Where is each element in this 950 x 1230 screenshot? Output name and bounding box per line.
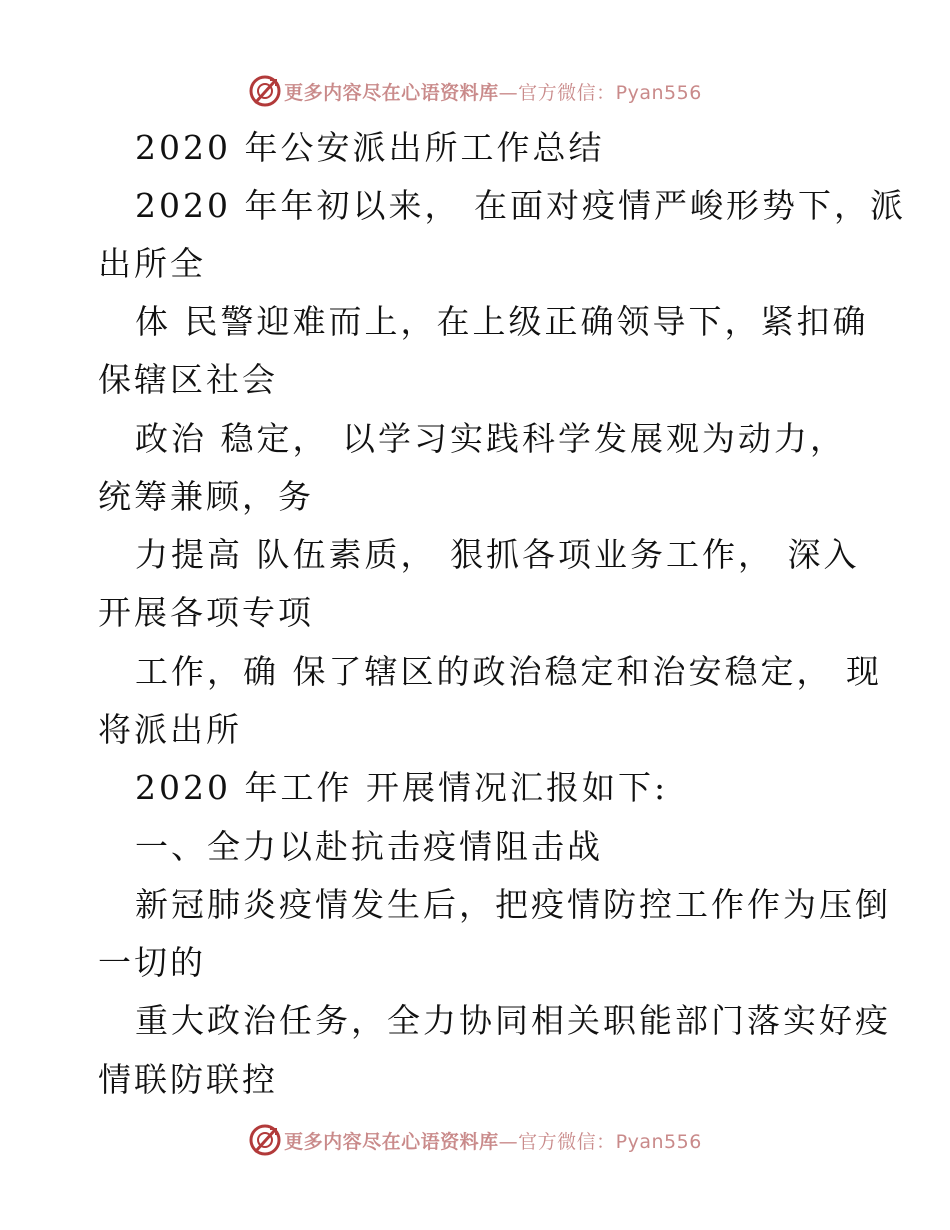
watermark-sub-text: —官方微信：Pyan556 (498, 1130, 702, 1153)
paragraph-line: 将派出所 (98, 710, 242, 749)
paragraph-line: 开展各项专项 (98, 593, 314, 632)
logo-icon (248, 1123, 282, 1157)
footer-watermark (0, 1120, 950, 1160)
paragraph-line: 出所全 (98, 244, 206, 283)
watermark-main-text: 更多内容尽在心语资料库 (284, 81, 499, 104)
paragraph-line: 政治 稳定， 以学习实践科学发展观为动力， (135, 419, 846, 458)
paragraph-line: 2020 年工作 开展情况汇报如下: (135, 768, 669, 807)
paragraph-line: 一切的 (98, 943, 206, 982)
watermark-main-text: 更多内容尽在心语资料库 (284, 1130, 499, 1153)
document-title: 2020 年公安派出所工作总结 (135, 128, 605, 167)
paragraph-line: 工作，确 保了辖区的政治稳定和治安稳定， 现 (135, 652, 882, 691)
watermark-sub-text: —官方微信：Pyan556 (498, 81, 702, 104)
paragraph-line: 重大政治任务，全力协同相关职能部门落实好疫 (135, 1001, 891, 1040)
header-watermark (0, 71, 950, 111)
section-heading: 一、全力以赴抗击疫情阻击战 (135, 827, 603, 866)
paragraph-line: 保辖区社会 (98, 360, 278, 399)
paragraph-line: 统筹兼顾，务 (98, 477, 314, 516)
paragraph-line: 情联防联控 (98, 1060, 278, 1099)
paragraph-line: 新冠肺炎疫情发生后，把疫情防控工作作为压倒 (135, 885, 891, 924)
paragraph-line: 2020 年年初以来， 在面对疫情严峻形势下，派 (135, 186, 906, 225)
logo-icon (248, 74, 282, 108)
paragraph-line: 力提高 队伍素质， 狠抓各项业务工作， 深入 (135, 535, 860, 574)
paragraph-line: 体 民警迎难而上，在上级正确领导下，紧扣确 (135, 302, 869, 341)
